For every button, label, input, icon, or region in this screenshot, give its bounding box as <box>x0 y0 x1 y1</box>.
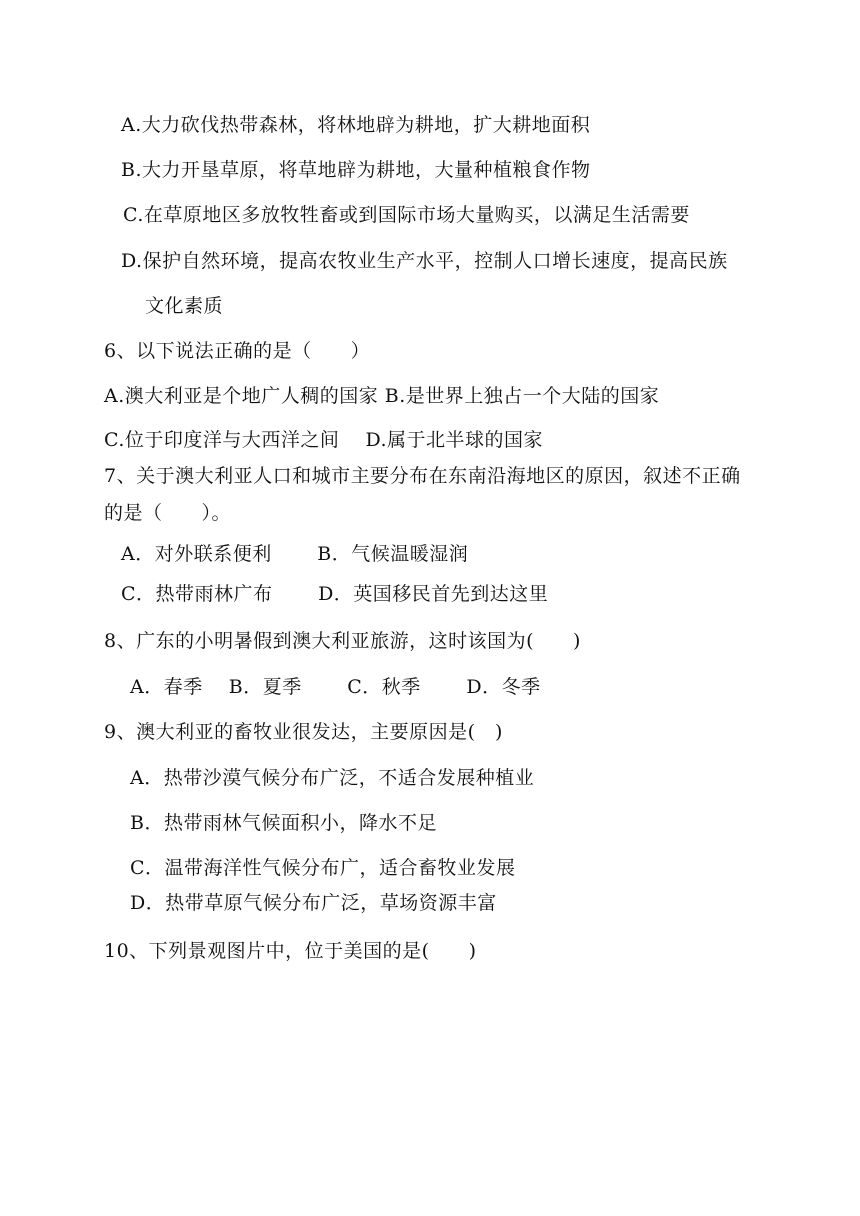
q9-stem: 9、澳大利亚的畜牧业很发达，主要原因是( ) <box>104 721 503 743</box>
q5-option-b: B.大力开垦草原，将草地辟为耕地，大量种植粮食作物 <box>121 159 591 181</box>
q9-option-a: A．热带沙漠气候分布广泛，不适合发展种植业 <box>130 767 535 789</box>
q7-stem: 7、关于澳大利亚人口和城市主要分布在东南沿海地区的原因，叙述不正确 <box>104 465 741 487</box>
q5-option-d: D.保护自然环境，提高农牧业生产水平，控制人口增长速度，提高民族 <box>121 250 728 272</box>
q9-option-b: B．热带雨林气候面积小，降水不足 <box>130 812 437 834</box>
q6-stem: 6、以下说法正确的是（ ） <box>104 340 371 362</box>
q7-options-cd: C．热带雨林广布 D．英国移民首先到达这里 <box>121 583 549 605</box>
q6-options-cd: C.位于印度洋与大西洋之间 D.属于北半球的国家 <box>104 429 544 451</box>
q7-stem-continued: 的是（ ）。 <box>104 502 232 524</box>
q5-option-a: A.大力砍伐热带森林，将林地辟为耕地，扩大耕地面积 <box>121 114 591 136</box>
q8-options: A．春季 B．夏季 C．秋季 D．冬季 <box>130 676 541 698</box>
q8-stem: 8、广东的小明暑假到澳大利亚旅游，这时该国为( ) <box>104 630 581 652</box>
q5-option-c: C.在草原地区多放牧牲畜或到国际市场大量购买，以满足生活需要 <box>123 204 690 226</box>
q7-options-ab: A．对外联系便利 B．气候温暖湿润 <box>121 543 469 565</box>
q5-option-d-continued: 文化素质 <box>145 295 224 317</box>
q9-option-c: C．温带海洋性气候分布广，适合畜牧业发展 <box>130 857 516 879</box>
q9-option-d: D．热带草原气候分布广泛，草场资源丰富 <box>130 892 497 914</box>
q10-stem: 10、下列景观图片中，位于美国的是( ) <box>104 940 477 962</box>
q6-options-ab: A.澳大利亚是个地广人稠的国家 B.是世界上独占一个大陆的国家 <box>104 385 660 407</box>
